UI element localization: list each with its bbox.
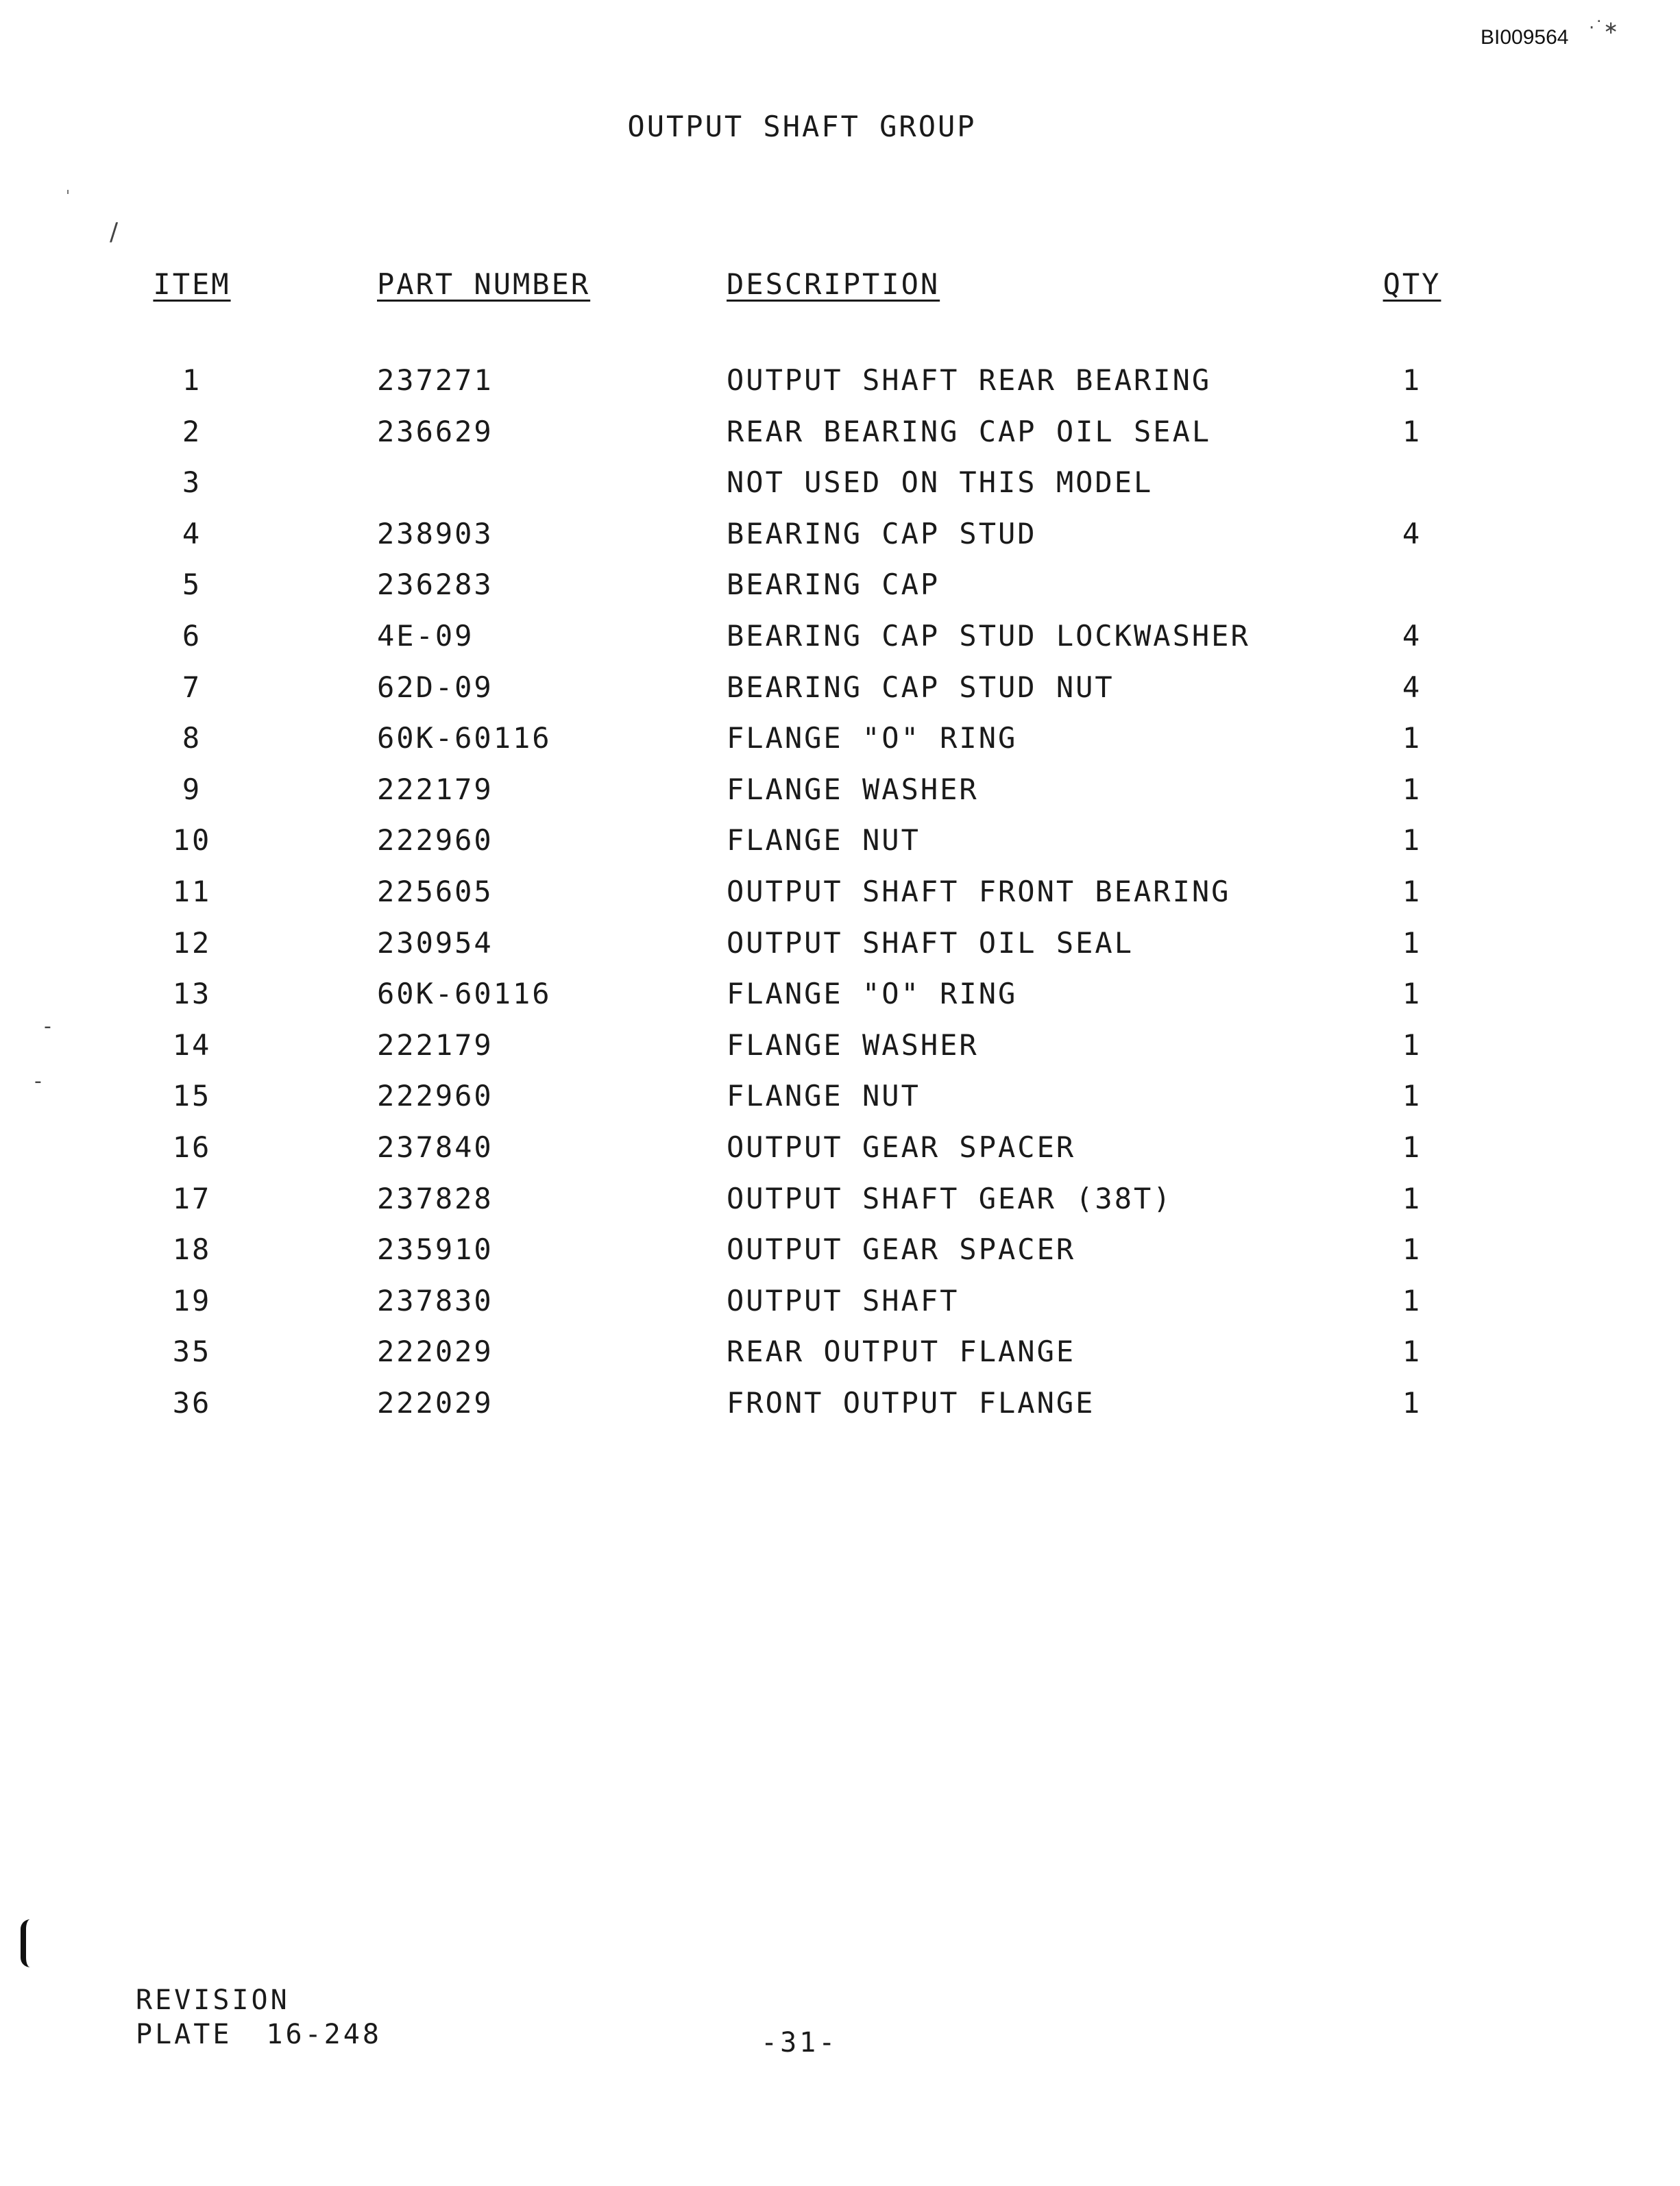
table-row: [137, 355, 1439, 406]
row-qty: 4: [1402, 618, 1422, 653]
row-description: FLANGE "O" RING: [727, 721, 1018, 755]
table-row: [137, 713, 1439, 764]
row-part-number: 238903: [377, 516, 494, 550]
row-description: OUTPUT SHAFT OIL SEAL: [727, 925, 1134, 960]
document-id: BI009564: [1481, 26, 1569, 49]
row-part-number: 222179: [377, 1028, 494, 1062]
table-row: [137, 1378, 1439, 1429]
row-description: OUTPUT SHAFT GEAR (38T): [727, 1181, 1173, 1215]
row-description: FLANGE WASHER: [727, 772, 979, 806]
scan-speck: ˈ: [66, 189, 71, 206]
table-row: [137, 559, 1439, 611]
row-description: REAR OUTPUT FLANGE: [727, 1335, 1076, 1369]
scan-speck: -: [34, 1069, 42, 1093]
row-qty: 1: [1402, 1232, 1422, 1267]
row-item: 35: [172, 1335, 212, 1369]
table-header: [137, 259, 1439, 355]
row-qty: 1: [1402, 925, 1422, 960]
table-row: [137, 1224, 1439, 1276]
row-description: OUTPUT SHAFT: [727, 1283, 960, 1317]
row-qty: 1: [1402, 1335, 1422, 1369]
row-item: 8: [182, 721, 202, 755]
row-item: 3: [182, 465, 202, 500]
table-row: [137, 1071, 1439, 1122]
table-row: [137, 815, 1439, 866]
plate-label: PLATE: [136, 2019, 232, 2050]
scan-speck: ·˙∗: [1589, 18, 1619, 38]
row-part-number: 222960: [377, 823, 494, 858]
row-item: 5: [182, 568, 202, 602]
row-item: 36: [172, 1385, 212, 1420]
row-qty: 1: [1402, 977, 1422, 1011]
header-part-number: PART NUMBER: [377, 267, 591, 301]
row-description: OUTPUT SHAFT FRONT BEARING: [727, 874, 1231, 908]
row-description: REAR BEARING CAP OIL SEAL: [727, 414, 1212, 448]
row-item: 13: [172, 977, 212, 1011]
row-part-number: 236283: [377, 568, 494, 602]
table-row: [137, 866, 1439, 918]
row-qty: 1: [1402, 874, 1422, 908]
row-qty: 1: [1402, 1385, 1422, 1420]
scan-speck: -: [44, 1015, 51, 1039]
header-item: ITEM: [153, 267, 231, 301]
row-description: OUTPUT GEAR SPACER: [727, 1232, 1076, 1267]
table-row: [137, 611, 1439, 662]
row-qty: 1: [1402, 1283, 1422, 1317]
row-part-number: 60K-60116: [377, 977, 552, 1011]
row-part-number: 4E-09: [377, 618, 474, 653]
row-part-number: 237271: [377, 363, 494, 397]
table-row: [137, 406, 1439, 458]
row-description: BEARING CAP: [727, 568, 940, 602]
row-qty: 1: [1402, 1028, 1422, 1062]
row-item: 18: [172, 1232, 212, 1267]
row-qty: 1: [1402, 823, 1422, 858]
row-item: 17: [172, 1181, 212, 1215]
row-part-number: 230954: [377, 925, 494, 960]
row-part-number: 222029: [377, 1385, 494, 1420]
row-item: 2: [182, 414, 202, 448]
row-qty: 1: [1402, 1079, 1422, 1113]
row-qty: 4: [1402, 516, 1422, 550]
row-description: FRONT OUTPUT FLANGE: [727, 1385, 1095, 1420]
plate-value: 16-248: [266, 2019, 382, 2050]
row-part-number: 222029: [377, 1335, 494, 1369]
binding-mark: [21, 1919, 38, 1967]
row-description: BEARING CAP STUD: [727, 516, 1037, 550]
row-part-number: 237830: [377, 1283, 494, 1317]
header-description: DESCRIPTION: [727, 267, 940, 301]
scan-speck: /: [110, 218, 119, 246]
table-row: [137, 1122, 1439, 1174]
row-part-number: 237840: [377, 1130, 494, 1164]
row-description: BEARING CAP STUD LOCKWASHER: [727, 618, 1250, 653]
row-item: 12: [172, 925, 212, 960]
row-part-number: 222179: [377, 772, 494, 806]
table-row: [137, 1326, 1439, 1378]
row-qty: 1: [1402, 414, 1422, 448]
row-qty: 1: [1402, 772, 1422, 806]
row-part-number: 62D-09: [377, 670, 494, 704]
row-item: 14: [172, 1028, 212, 1062]
header-qty: QTY: [1383, 267, 1441, 301]
row-item: 19: [172, 1283, 212, 1317]
table-row: [137, 1276, 1439, 1327]
row-qty: 1: [1402, 721, 1422, 755]
row-item: 10: [172, 823, 212, 858]
row-description: FLANGE NUT: [727, 823, 921, 858]
row-item: 9: [182, 772, 202, 806]
row-qty: 4: [1402, 670, 1422, 704]
row-part-number: 225605: [377, 874, 494, 908]
row-item: 11: [172, 874, 212, 908]
table-row: [137, 509, 1439, 560]
table-row: [137, 662, 1439, 714]
row-description: FLANGE WASHER: [727, 1028, 979, 1062]
row-description: FLANGE "O" RING: [727, 977, 1018, 1011]
row-item: 4: [182, 516, 202, 550]
row-item: 15: [172, 1079, 212, 1113]
row-item: 7: [182, 670, 202, 704]
parts-table: [137, 259, 1439, 1429]
row-description: BEARING CAP STUD NUT: [727, 670, 1115, 704]
row-description: NOT USED ON THIS MODEL: [727, 465, 1154, 500]
table-row: [137, 457, 1439, 509]
row-qty: 1: [1402, 1130, 1422, 1164]
row-description: FLANGE NUT: [727, 1079, 921, 1113]
table-row: [137, 1174, 1439, 1225]
row-part-number: 222960: [377, 1079, 494, 1113]
page-number: -31-: [761, 2027, 838, 2059]
revision-label: REVISION: [136, 1984, 290, 2016]
row-part-number: 237828: [377, 1181, 494, 1215]
row-item: 6: [182, 618, 202, 653]
table-row: [137, 969, 1439, 1020]
table-body: [137, 355, 1439, 1429]
row-part-number: 60K-60116: [377, 721, 552, 755]
row-description: OUTPUT SHAFT REAR BEARING: [727, 363, 1212, 397]
row-part-number: 235910: [377, 1232, 494, 1267]
table-row: [137, 1020, 1439, 1071]
row-item: 16: [172, 1130, 212, 1164]
row-part-number: 236629: [377, 414, 494, 448]
table-row: [137, 918, 1439, 969]
row-qty: 1: [1402, 363, 1422, 397]
page-title: OUTPUT SHAFT GROUP: [627, 110, 977, 143]
row-description: OUTPUT GEAR SPACER: [727, 1130, 1076, 1164]
row-qty: 1: [1402, 1181, 1422, 1215]
table-row: [137, 764, 1439, 816]
plate-line: [136, 2019, 382, 2050]
row-item: 1: [182, 363, 202, 397]
